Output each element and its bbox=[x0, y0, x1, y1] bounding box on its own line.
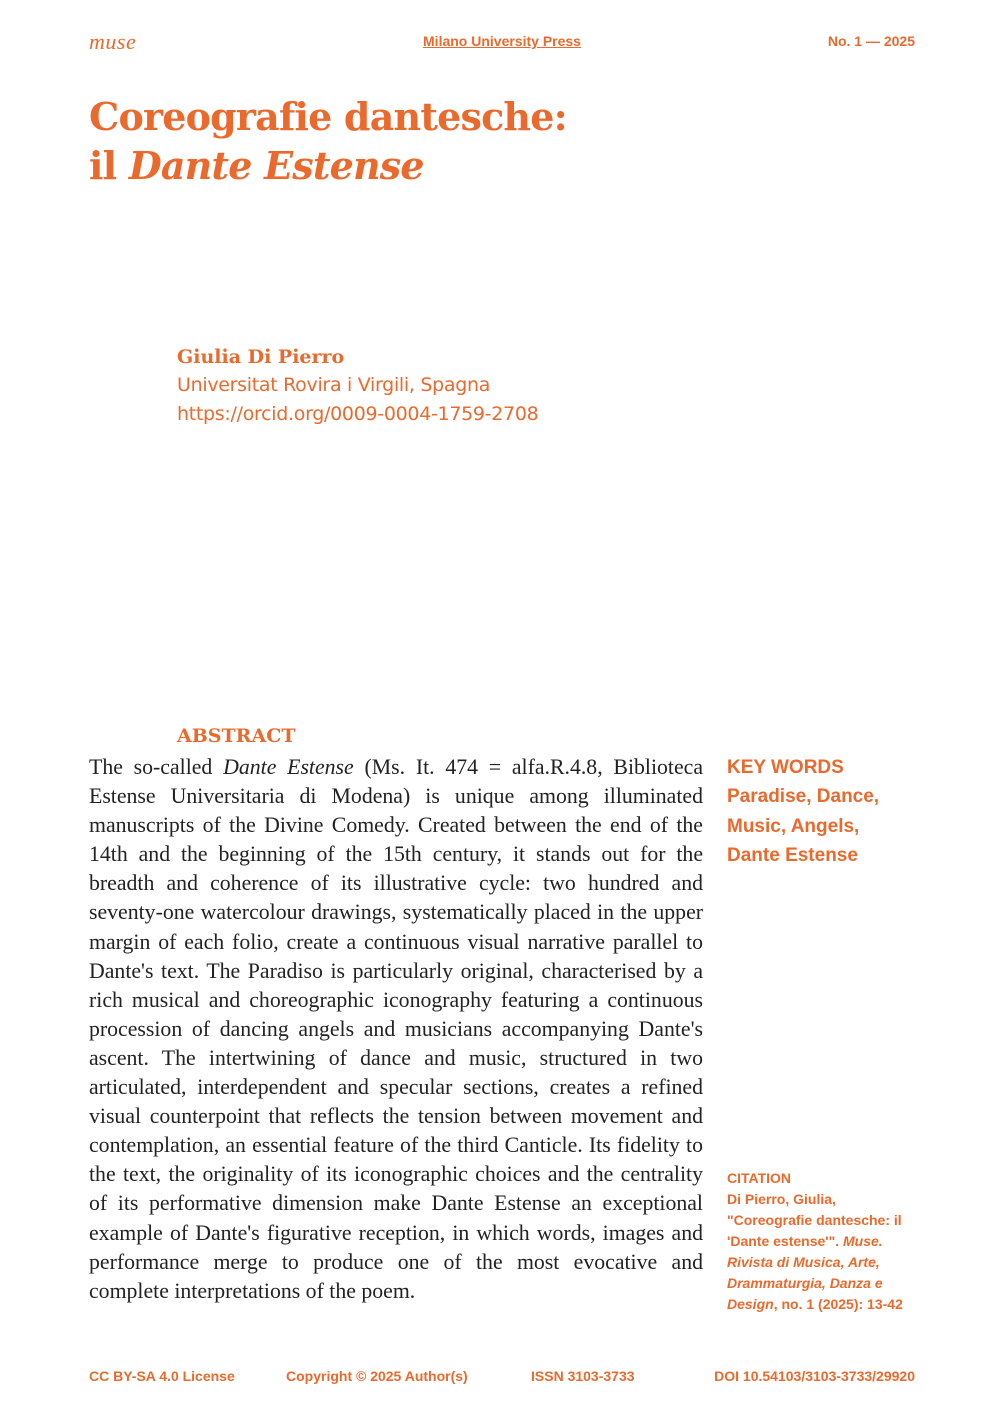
keywords-heading: KEY WORDS bbox=[727, 757, 844, 778]
author-name: Giulia Di Pierro bbox=[177, 346, 345, 368]
copyright-notice: Copyright © 2025 Author(s) bbox=[286, 1368, 468, 1384]
citation-authors: Di Pierro, Giulia, "Coreografie dantesche: il 'Dante estense'". bbox=[727, 1191, 902, 1249]
abstract-intro: The so-called bbox=[89, 755, 224, 779]
citation-journal: Muse. Rivista di Musica, Arte, Drammaturgia, Danza e Design bbox=[727, 1233, 883, 1312]
publisher-link[interactable]: Milano University Press bbox=[423, 33, 581, 49]
title-line-2-italic: Dante Estense bbox=[128, 143, 424, 188]
keywords-block bbox=[727, 753, 917, 870]
issn-number: ISSN 3103-3733 bbox=[531, 1368, 635, 1384]
publisher-name bbox=[89, 33, 915, 49]
doi-link[interactable]: DOI 10.54103/3103-3733/29920 bbox=[714, 1368, 915, 1384]
abstract-intro-italic: Dante Estense bbox=[223, 755, 354, 779]
abstract-heading: ABSTRACT bbox=[177, 725, 296, 747]
author-block bbox=[177, 343, 777, 429]
abstract-body: (Ms. It. 474 = alfa.R.4.8, Biblioteca Estense Universitaria di Modena) is unique among illuminated manuscripts of the Divine Comedy. Created between the end of the 14th and the beginning of the 15th century, it stands out for the breadth and coherence of its illustrative cycle: two hundred and seventy-one watercolour drawings, systematically placed in the upper margin of each folio, create a continuous visual narrative parallel to Dante's text. The Paradiso is particularly original, characterised by a rich musical and choreographic iconography featuring a continuous procession of dancing angels and musicians accompanying Dante's ascent. The intertwining of dance and music, structured in two articulated, interdependent and specular sections, creates a refined visual counterpoint that reflects the tension between movement and contemplation, an essential feature of the third Canticle. Its fidelity to the text, the originality of its iconographic choices and the centrality of its performative dimension make Dante Estense an exceptional example of Dante's figurative reception, in which words, images and performance merge to produce one of the most evocative and complete interpretations of the poem. bbox=[89, 755, 703, 1303]
issue-number: No. 1 — 2025 bbox=[827, 33, 915, 49]
author-affiliation: Universitat Rovira i Virgili, Spagna bbox=[177, 374, 491, 396]
citation-block bbox=[727, 1168, 917, 1315]
citation-details: , no. 1 (2025): 13-42 bbox=[773, 1296, 903, 1312]
page-header bbox=[89, 29, 915, 54]
page-footer bbox=[89, 1368, 915, 1388]
citation-label: CITATION bbox=[727, 1170, 792, 1186]
article-title bbox=[89, 92, 789, 190]
author-orcid-link[interactable]: https://orcid.org/0009-0004-1759-2708 bbox=[177, 403, 539, 425]
title-line-2-prefix: il bbox=[89, 143, 129, 188]
abstract-text bbox=[89, 753, 703, 1306]
title-line-1: Coreografie dantesche: bbox=[89, 94, 567, 139]
keywords-list: Paradise, Dance, Music, Angels, Dante Estense bbox=[727, 786, 880, 866]
journal-logo: muse bbox=[89, 29, 137, 54]
license-link[interactable]: CC BY-SA 4.0 License bbox=[89, 1368, 235, 1384]
